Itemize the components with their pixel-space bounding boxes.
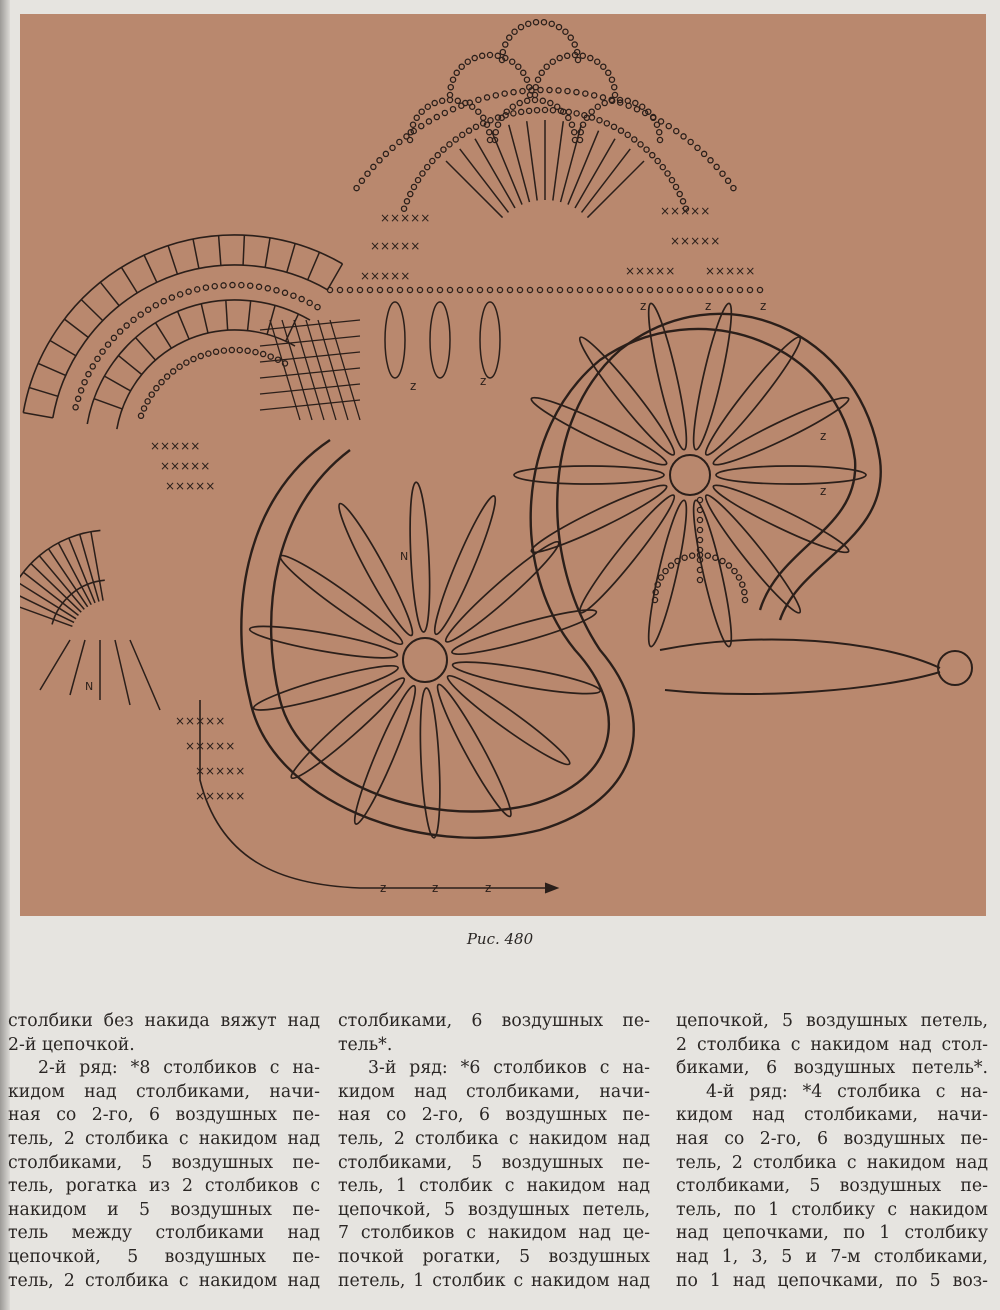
text-line: тель, рогатка из 2 столбиков с xyxy=(8,1176,320,1197)
text-line: столбиками, 5 воздушных пе- xyxy=(676,1176,988,1197)
text-line: тель, 1 столбик с накидом над xyxy=(338,1176,650,1197)
n-mark-symbol: N xyxy=(85,680,94,693)
text-line: биками, 6 воздушных петель*. xyxy=(676,1058,988,1079)
z-mark-symbol: z xyxy=(640,299,647,313)
text-line: кидом над столбиками, начи- xyxy=(8,1081,320,1102)
z-mark-symbol: z xyxy=(485,881,492,895)
single-crochet-row-symbol: ××××× xyxy=(195,789,246,803)
text-line: 3-й ряд: *6 столбиков с на- xyxy=(368,1058,650,1079)
text-line: ная со 2-го, 6 воздушных пе- xyxy=(8,1105,320,1126)
text-line: 2 столбика с накидом над стол- xyxy=(676,1034,988,1055)
text-line: цепочкой, 5 воздушных пе- xyxy=(8,1246,320,1267)
single-crochet-row-symbol: ××××× xyxy=(195,764,246,778)
text-line: кидом над столбиками, начи- xyxy=(676,1105,988,1126)
text-line: кидом над столбиками, начи- xyxy=(338,1081,650,1102)
text-line: тель*. xyxy=(338,1034,393,1055)
crochet-diagram-svg xyxy=(20,14,986,916)
figure-caption: Рис. 480 xyxy=(466,930,534,948)
text-line: 2-й ряд: *8 столбиков с на- xyxy=(38,1058,320,1079)
single-crochet-row-symbol: ××××× xyxy=(660,204,711,218)
text-line: столбики без накида вяжут над xyxy=(8,1011,320,1031)
text-line: ная со 2-го, 6 воздушных пе- xyxy=(338,1105,650,1126)
text-line: по 1 над цепочками, по 5 воз- xyxy=(676,1270,988,1291)
z-mark-symbol: z xyxy=(820,429,827,443)
single-crochet-row-symbol: ××××× xyxy=(360,269,411,283)
single-crochet-row-symbol: ××××× xyxy=(370,239,421,253)
text-line: над 1, 3, 5 и 7-м столбиками, xyxy=(676,1246,988,1267)
single-crochet-row-symbol: ××××× xyxy=(160,459,211,473)
text-line: петель, 1 столбик с накидом над xyxy=(338,1270,650,1291)
single-crochet-row-symbol: ××××× xyxy=(150,439,201,453)
single-crochet-row-symbol: ××××× xyxy=(165,479,216,493)
single-crochet-row-symbol: ××××× xyxy=(175,714,226,728)
text-line: ная со 2-го, 6 воздушных пе- xyxy=(676,1128,988,1149)
single-crochet-row-symbol: ××××× xyxy=(705,264,756,278)
single-crochet-row-symbol: ××××× xyxy=(185,739,236,753)
single-crochet-row-symbol: ××××× xyxy=(625,264,676,278)
text-line: тель, 2 столбика с накидом над xyxy=(338,1128,650,1149)
text-line: 7 столбиков с накидом над це- xyxy=(338,1223,650,1244)
text-line: столбиками, 6 воздушных пе- xyxy=(338,1011,650,1031)
text-line: тель между столбиками над xyxy=(8,1223,320,1244)
text-line: столбиками, 5 воздушных пе- xyxy=(8,1152,320,1173)
crochet-diagram xyxy=(20,14,986,916)
text-column-3 xyxy=(676,1010,988,1293)
text-column-1 xyxy=(8,1010,320,1293)
text-line: над цепочками, по 1 столбику xyxy=(676,1223,988,1244)
text-line: столбиками, 5 воздушных пе- xyxy=(338,1152,650,1173)
n-mark-symbol: N xyxy=(400,550,409,563)
text-line: цепочкой, 5 воздушных петель, xyxy=(338,1199,650,1220)
text-line: тель, по 1 столбику с накидом xyxy=(676,1199,988,1220)
text-line: почкой рогатки, 5 воздушных xyxy=(338,1246,650,1267)
z-mark-symbol: z xyxy=(480,374,487,388)
z-mark-symbol: z xyxy=(380,881,387,895)
single-crochet-row-symbol: ××××× xyxy=(670,234,721,248)
z-mark-symbol: z xyxy=(820,484,827,498)
z-mark-symbol: z xyxy=(410,379,417,393)
z-mark-symbol: z xyxy=(705,299,712,313)
single-crochet-row-symbol: ××××× xyxy=(380,211,431,225)
text-column-2 xyxy=(338,1010,650,1293)
z-mark-symbol: z xyxy=(432,881,439,895)
text-line: 4-й ряд: *4 столбика с на- xyxy=(706,1081,988,1102)
text-line: тель, 2 столбика с накидом над xyxy=(8,1128,320,1149)
text-line: тель, 2 столбика с накидом над xyxy=(676,1152,988,1173)
text-line: 2-й цепочкой. xyxy=(8,1034,135,1055)
text-line: цепочкой, 5 воздушных петель, xyxy=(676,1011,988,1031)
z-mark-symbol: z xyxy=(760,299,767,313)
text-line: накидом и 5 воздушных пе- xyxy=(8,1199,320,1220)
text-line: тель, 2 столбика с накидом над xyxy=(8,1270,320,1291)
